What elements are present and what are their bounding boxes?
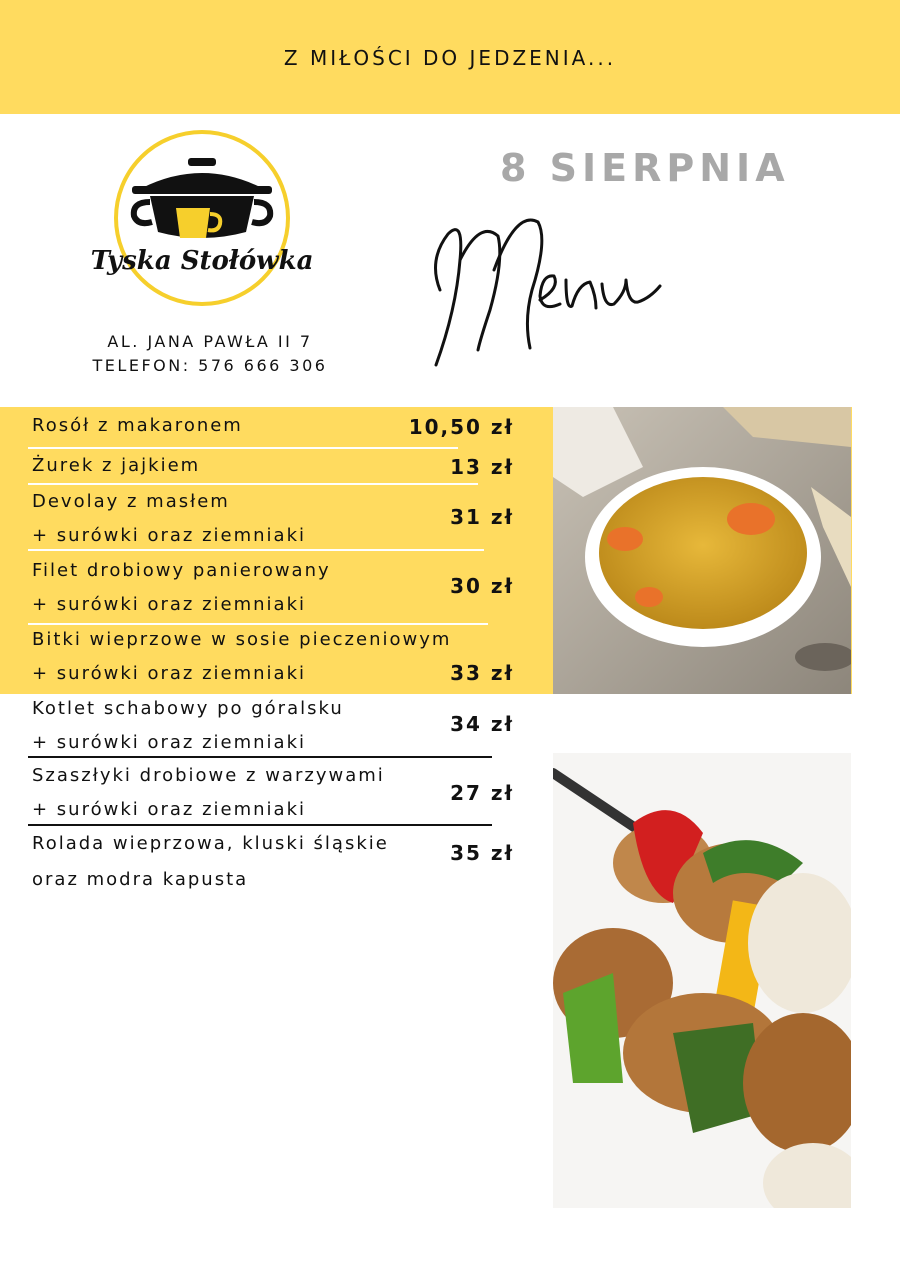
- brand-name: Tyska Stołówka: [90, 246, 314, 276]
- menu-item-name: Żurek z jajkiem: [32, 455, 201, 476]
- menu-title: [420, 200, 680, 380]
- menu-item: [0, 623, 540, 693]
- menu-item-price: 30 zł: [450, 574, 514, 598]
- menu-divider: [28, 549, 484, 551]
- phone-line: TELEFON: 576 666 306: [92, 356, 328, 375]
- menu-item: [0, 692, 540, 758]
- restaurant-logo: [84, 128, 320, 318]
- menu-item-price: 35 zł: [450, 841, 514, 865]
- menu-item: [0, 449, 540, 487]
- menu-item-name: Rolada wieprzowa, kluski śląskie: [32, 833, 389, 854]
- menu-item-name: Szaszłyki drobiowe z warzywami: [32, 765, 385, 786]
- cooking-pot-with-cup-icon: [84, 128, 320, 318]
- kebab-photo: [553, 753, 851, 1208]
- menu-item-sides: + surówki oraz ziemniaki: [32, 732, 307, 753]
- menu-item-sides: + surówki oraz ziemniaki: [32, 525, 307, 546]
- menu-item-price: 31 zł: [450, 505, 514, 529]
- menu-item-sides: oraz modra kapusta: [32, 869, 249, 890]
- menu-item-price: 10,50 zł: [408, 415, 514, 439]
- soup-photo: [553, 407, 851, 694]
- menu-item-sides: + surówki oraz ziemniaki: [32, 663, 307, 684]
- address-block: [60, 330, 360, 378]
- menu-item-name: Bitki wieprzowe w sosie pieczeniowym: [32, 629, 452, 650]
- menu-item-name: Devolay z masłem: [32, 491, 230, 512]
- menu-item: [0, 407, 540, 449]
- menu-item-name: Filet drobiowy panierowany: [32, 560, 331, 581]
- address-line: AL. JANA PAWŁA II 7: [107, 332, 313, 351]
- menu-item-sides: + surówki oraz ziemniaki: [32, 799, 307, 820]
- menu-item-name: Rosół z makaronem: [32, 415, 243, 436]
- menu-item-price: 27 zł: [450, 781, 514, 805]
- menu-item-name: Kotlet schabowy po góralsku: [32, 698, 344, 719]
- menu-item-price: 13 zł: [450, 455, 514, 479]
- tagline: Z MIŁOŚCI DO JEDZENIA...: [283, 46, 617, 70]
- menu-date: 8 SIERPNIA: [500, 146, 790, 190]
- menu-item-sides: + surówki oraz ziemniaki: [32, 594, 307, 615]
- menu-item: [0, 485, 540, 551]
- menu-item-price: 33 zł: [450, 661, 514, 685]
- menu-item: [0, 825, 540, 895]
- menu-item: [0, 554, 540, 624]
- menu-title-script: [420, 200, 680, 380]
- right-margin: [852, 407, 900, 694]
- menu-divider: [28, 756, 492, 758]
- menu-item: [0, 759, 540, 827]
- menu-item-price: 34 zł: [450, 712, 514, 736]
